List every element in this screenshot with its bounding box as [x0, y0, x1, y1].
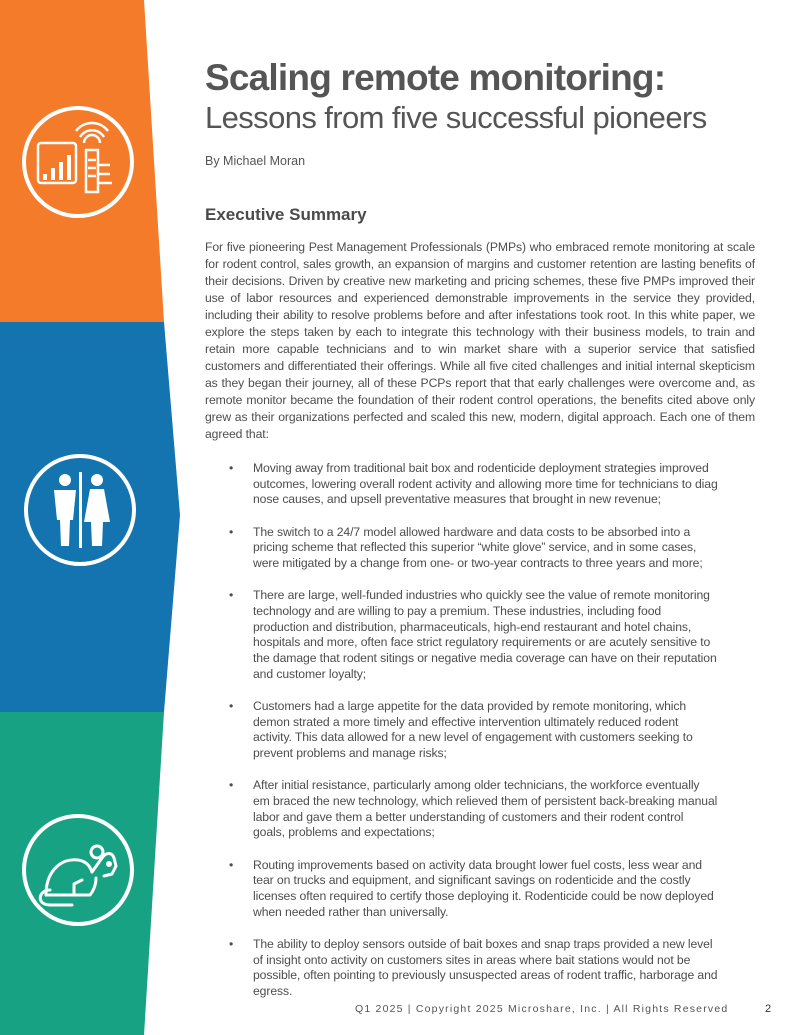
- bullet-text: Moving away from traditional bait box and rodenticide deployment strategies improved outcomes, lowering overall rodent activity and allowing more time for technicians to diag nose causes, and upsell preventative measures that brought in new revenue;: [253, 461, 718, 507]
- document-subtitle: Lessons from five successful pioneers: [205, 100, 707, 135]
- bullet-text: After initial resistance, particularly among older technicians, the workforce eventually em braced the new technology, which relieved them of persistent back-breaking manual labor and gave them a better understanding of customers and their rodent control goals, problems and expectations;: [253, 778, 718, 840]
- section-heading: Executive Summary: [205, 205, 367, 224]
- bullet-text: Routing improvements based on activity data brought lower fuel costs, less wear and tear on trucks and equipment, and significant savings on rodenticide and the costly licenses often required to certify those deploying it. Rodenticide could be now deployed when needed rather than universally.: [253, 857, 714, 919]
- author-byline: By Michael Moran: [205, 154, 306, 168]
- bullet-dot: •: [229, 698, 234, 713]
- bullet-dot: •: [229, 778, 234, 793]
- bullet-list: [205, 461, 755, 1000]
- bullet-text: The switch to a 24/7 model allowed hardware and data costs to be absorbed into a pricing scheme that reflected this superior “white glove” service, and in some cases, were mitigated by a change from one- or two-year contracts to three years and more;: [253, 524, 703, 571]
- bullet-dot: •: [229, 936, 234, 951]
- sidebar-decoration: [0, 0, 190, 1035]
- document-title: Scaling remote monitoring:: [205, 57, 666, 98]
- bullet-item: [229, 699, 718, 762]
- bullet-dot: •: [229, 588, 234, 603]
- page-footer: Q1 2025 | Copyright 2025 Microshare, Inc. | All Rights Reserved: [355, 1003, 729, 1015]
- summary-paragraph: For five pioneering Pest Management Professionals (PMPs) who embraced remote monitoring at scale for rodent control, sales growth, an expansion of margins and customer retention are lasting benefits of their decisions. Driven by creative new marketing and pricing schemes, these five PMPs improved their use of labor resources and experienced demonstrable improvements in the service they provided, including their ability to resolve problems before and after infestations took root. In this white paper, we explore the steps taken by each to integrate this technology with their business models, to train and retain more capable technicians and to win market share with a superior service that satisfied customers and differentiated their offerings. While all five cited challenges and initial internal skepticism as they began their journey, all of these PCPs report that that early challenges were overcome and, as remote monitor became the foundation of their rodent control operations, the benefits cited above only grew as their organizations perfected and scaled this new, modern, digital approach. Each one of them agreed that:: [205, 240, 755, 441]
- bullet-text: There are large, well-funded industries who quickly see the value of remote monitoring technology and are willing to pay a premium. These industries, including food production and distribution, pharmaceuticals, high-end restaurant and hotel chains, hospitals and more, often face strict regulatory requirements or are acutely sensitive to the damage that rodent sitings or negative media coverage can have on their reputation and customer loyalty;: [253, 588, 717, 681]
- bullet-item: [229, 461, 718, 508]
- bullet-text: The ability to deploy sensors outside of bait boxes and snap traps provided a new level of insight onto activity on customers sites in areas where bait stations would not be possible, often pointing to previously unsuspected areas of rodent traffic, harborage and egress.: [253, 936, 718, 998]
- bullet-item: [229, 858, 718, 921]
- bullet-dot: •: [229, 857, 234, 872]
- bullet-item: [229, 525, 718, 572]
- bullet-text: Customers had a large appetite for the data provided by remote monitoring, which demon strated a more timely and effective intervention ultimately reduced rodent activity. This data allowed for a new level of engagement with customers seeking to prevent problems and manage risks;: [253, 698, 693, 761]
- document-body: [205, 56, 755, 1016]
- bullet-dot: •: [229, 524, 234, 539]
- bullet-item: [229, 778, 718, 841]
- page-number: 2: [765, 1003, 772, 1015]
- bullet-dot: •: [229, 461, 234, 475]
- bullet-item: [229, 588, 718, 682]
- bullet-item: [229, 937, 718, 1000]
